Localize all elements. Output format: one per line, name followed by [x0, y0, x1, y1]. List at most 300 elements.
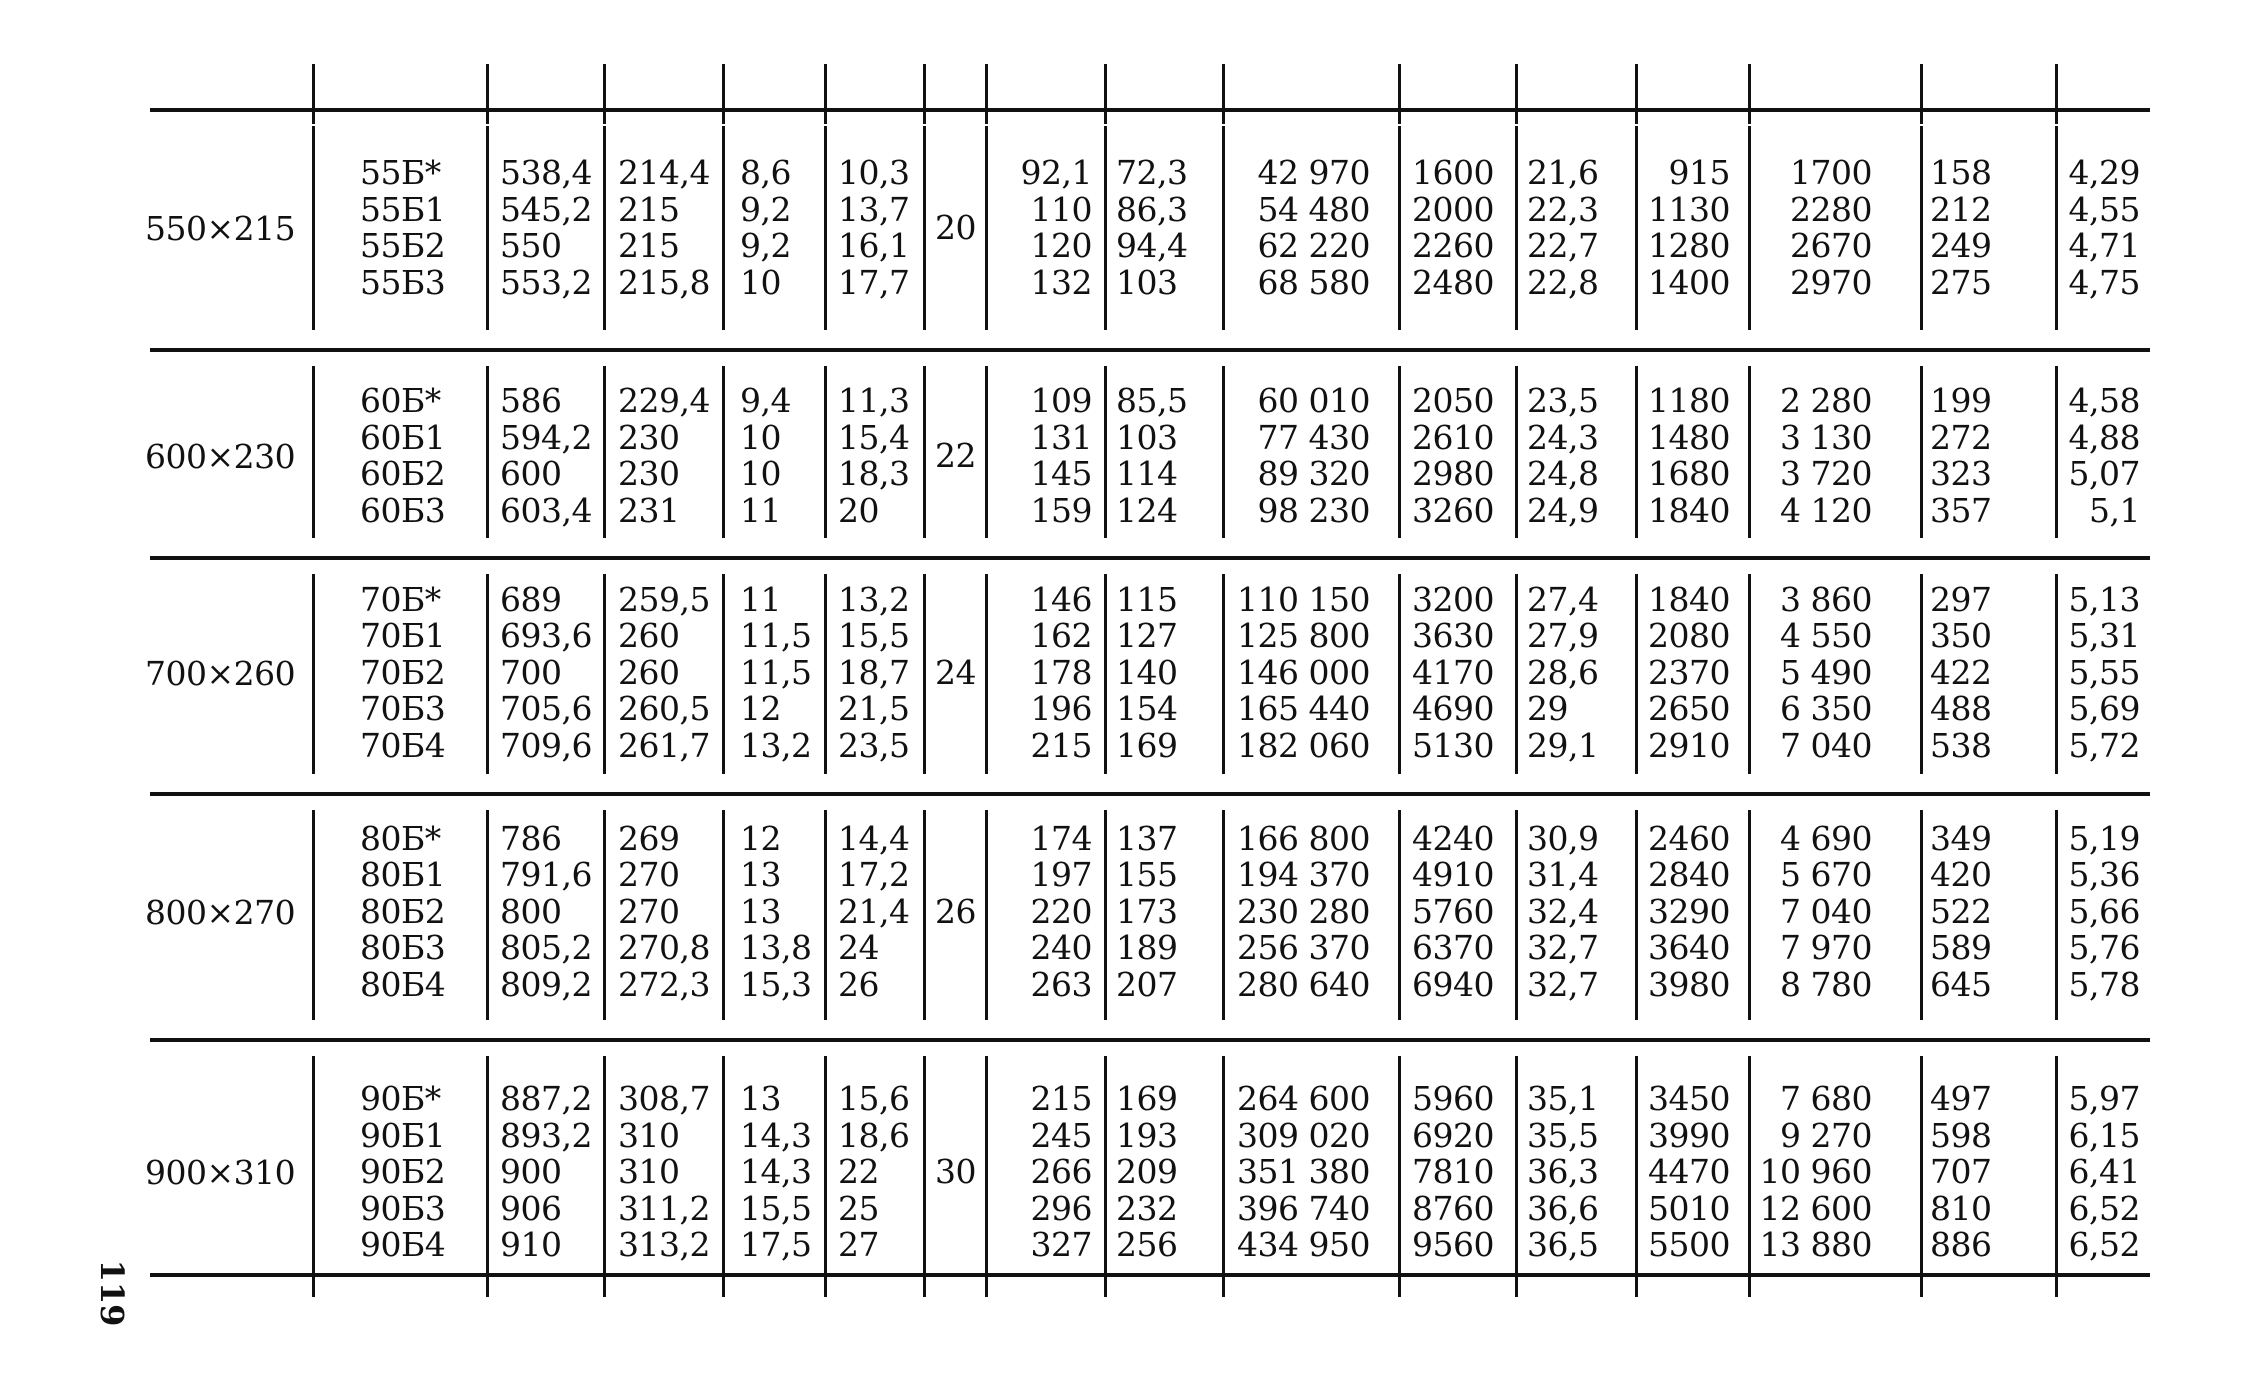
- cell-value: 55Б1: [360, 189, 446, 229]
- cell-value: 13,2: [838, 579, 910, 619]
- column-rule: [722, 366, 725, 538]
- cell-value: 30: [935, 1152, 976, 1192]
- cell-value: 2 280: [1780, 381, 1872, 420]
- header-column-tick: [603, 64, 606, 124]
- page-number: 119: [93, 1259, 131, 1327]
- cell-wy: [1930, 574, 1990, 772]
- cell-value: 137: [1116, 818, 1178, 858]
- header-column-tick: [1920, 64, 1923, 124]
- cell-area: [996, 810, 1092, 1014]
- cell-value: 20: [838, 490, 879, 530]
- cell-value: 132: [1030, 262, 1092, 302]
- cell-ry: [2060, 366, 2140, 546]
- cell-value: 22: [935, 435, 976, 475]
- cell-wy: [1930, 1056, 1990, 1289]
- cell-value: 54 480: [1257, 189, 1370, 229]
- table-rule: [150, 108, 2150, 112]
- cell-value: 98 230: [1257, 490, 1370, 530]
- cell-value: 886: [1930, 1225, 1992, 1265]
- column-rule: [1104, 126, 1107, 330]
- cell-value: 13: [740, 855, 781, 895]
- column-rule: [824, 810, 827, 1020]
- cell-value: 231: [618, 490, 680, 530]
- cell-r: [928, 1056, 983, 1289]
- cell-value: 21,5: [838, 689, 910, 729]
- cell-value: 488: [1930, 689, 1992, 729]
- cell-value: 5130: [1412, 725, 1494, 765]
- cell-value: 709,6: [500, 725, 592, 765]
- cell-value: 3980: [1648, 964, 1730, 1004]
- cell-value: 240: [1030, 928, 1092, 968]
- cell-value: 146: [1030, 579, 1092, 619]
- cell-value: 910: [500, 1225, 562, 1265]
- cell-value: 7 680: [1780, 1079, 1872, 1119]
- cell-value: 603,4: [500, 490, 592, 530]
- cell-value: 5,36: [2068, 855, 2140, 895]
- cell-ry: [2060, 574, 2140, 772]
- cell-value: 115: [1116, 579, 1178, 619]
- cell-value: 27: [838, 1225, 879, 1265]
- cell-value: 2000: [1412, 189, 1494, 229]
- column-rule: [985, 1056, 988, 1297]
- cell-value: 261,7: [618, 725, 710, 765]
- column-rule: [985, 366, 988, 538]
- cell-value: 215: [1030, 1079, 1092, 1119]
- cell-value: 70Б4: [360, 725, 446, 765]
- cell-h: [500, 126, 600, 330]
- cell-value: 7 040: [1780, 891, 1872, 931]
- cell-value: 24: [935, 652, 976, 692]
- cell-value: 887,2: [500, 1079, 592, 1119]
- cell-value: 275: [1930, 262, 1992, 302]
- cell-value: 422: [1930, 652, 1992, 692]
- cell-value: 35,5: [1527, 1115, 1599, 1155]
- size-label: 550×215: [145, 208, 296, 248]
- column-rule: [486, 574, 489, 774]
- cell-sx: [1645, 574, 1730, 772]
- cell-value: 62 220: [1257, 226, 1370, 265]
- cell-value: 14,3: [740, 1152, 812, 1192]
- column-rule: [923, 366, 926, 538]
- cell-value: 3640: [1648, 928, 1730, 968]
- cell-value: 80Б1: [360, 855, 446, 895]
- header-column-tick: [2055, 64, 2058, 124]
- column-rule: [1635, 1056, 1638, 1297]
- column-rule: [1222, 126, 1225, 330]
- cell-value: 13: [740, 1079, 781, 1119]
- cell-b: [618, 1056, 720, 1289]
- column-rule: [1920, 366, 1923, 538]
- cell-value: 207: [1116, 964, 1178, 1004]
- column-rule: [486, 366, 489, 538]
- cell-value: 29,1: [1527, 725, 1599, 765]
- cell-value: 5760: [1412, 891, 1494, 931]
- cell-value: 396 740: [1237, 1188, 1370, 1228]
- cell-value: 154: [1116, 689, 1178, 729]
- cell-value: 915: [1668, 153, 1730, 192]
- cell-value: 5,55: [2068, 652, 2140, 692]
- cell-value: 25: [838, 1188, 879, 1228]
- cell-mass: [1116, 1056, 1208, 1289]
- cell-rx: [1527, 366, 1612, 546]
- cell-value: 3 130: [1780, 417, 1872, 457]
- cell-ry: [2060, 1056, 2140, 1289]
- cell-value: 260: [618, 616, 680, 656]
- cell-value: 264 600: [1237, 1079, 1370, 1119]
- cell-value: 11: [740, 579, 781, 619]
- column-rule: [824, 1056, 827, 1297]
- cell-value: 598: [1930, 1115, 1992, 1155]
- cell-value: 4 120: [1780, 490, 1872, 530]
- cell-value: 94,4: [1116, 226, 1188, 265]
- cell-value: 212: [1930, 189, 1992, 229]
- cell-value: 6,15: [2068, 1115, 2140, 1155]
- cell-value: 4170: [1412, 652, 1494, 692]
- cell-value: 245: [1030, 1115, 1092, 1155]
- column-rule: [486, 810, 489, 1020]
- cell-value: 215: [1030, 725, 1092, 765]
- cell-value: 350: [1930, 616, 1992, 656]
- cell-rx: [1527, 126, 1612, 330]
- column-rule: [1515, 574, 1518, 774]
- cell-value: 256: [1116, 1225, 1178, 1265]
- cell-t: [838, 574, 920, 772]
- table-rule: [150, 1038, 2150, 1042]
- column-rule: [2055, 366, 2058, 538]
- cell-value: 5,1: [2089, 490, 2140, 530]
- column-rule: [824, 574, 827, 774]
- cell-value: 72,3: [1116, 153, 1188, 192]
- cell-value: 4,29: [2068, 153, 2140, 192]
- cell-value: 80Б3: [360, 928, 446, 968]
- cell-value: 173: [1116, 891, 1178, 931]
- cell-mass: [1116, 126, 1208, 330]
- column-rule: [312, 574, 315, 774]
- column-rule: [1104, 366, 1107, 538]
- size-label: 700×260: [145, 653, 296, 693]
- column-rule: [985, 126, 988, 330]
- cell-value: 229,4: [618, 381, 710, 420]
- cell-value: 2460: [1648, 818, 1730, 858]
- cell-designations: [360, 574, 470, 772]
- cell-value: 7 040: [1780, 725, 1872, 765]
- header-column-tick: [722, 64, 725, 124]
- column-rule: [722, 574, 725, 774]
- cell-value: 11: [740, 490, 781, 530]
- cell-value: 27,4: [1527, 579, 1599, 619]
- cell-value: 70Б1: [360, 616, 446, 656]
- cell-b: [618, 126, 720, 330]
- cell-value: 705,6: [500, 689, 592, 729]
- cell-value: 2910: [1648, 725, 1730, 765]
- cell-ix: [1230, 810, 1370, 1014]
- cell-value: 31,4: [1527, 855, 1599, 895]
- cell-value: 209: [1116, 1152, 1178, 1192]
- cell-value: 14,4: [838, 818, 910, 858]
- cell-designations: [360, 810, 470, 1014]
- column-rule: [1920, 574, 1923, 774]
- cell-value: 259,5: [618, 579, 710, 619]
- cell-value: 13: [740, 891, 781, 931]
- cell-value: 197: [1030, 855, 1092, 895]
- column-rule: [824, 126, 827, 330]
- cell-iy: [1760, 126, 1872, 330]
- cell-value: 55Б3: [360, 262, 446, 302]
- column-rule: [1748, 810, 1751, 1020]
- cell-value: 810: [1930, 1188, 1992, 1228]
- cell-value: 645: [1930, 964, 1992, 1004]
- cell-value: 9560: [1412, 1225, 1494, 1265]
- cell-value: 22: [838, 1152, 879, 1192]
- cell-value: 20: [935, 207, 976, 247]
- cell-value: 30,9: [1527, 818, 1599, 858]
- cell-value: 323: [1930, 454, 1992, 493]
- cell-value: 60Б2: [360, 454, 446, 493]
- cell-value: 538: [1930, 725, 1992, 765]
- cell-value: 4,75: [2068, 262, 2140, 302]
- cell-value: 7 970: [1780, 928, 1872, 968]
- cell-value: 313,2: [618, 1225, 710, 1265]
- cell-value: 21,6: [1527, 153, 1599, 192]
- cell-value: 14,3: [740, 1115, 812, 1155]
- column-rule: [722, 1056, 725, 1297]
- cell-value: 155: [1116, 855, 1178, 895]
- cell-value: 109: [1030, 381, 1092, 420]
- header-column-tick: [1104, 64, 1107, 124]
- header-column-tick: [1398, 64, 1401, 124]
- cell-value: 4910: [1412, 855, 1494, 895]
- cell-value: 21,4: [838, 891, 910, 931]
- cell-value: 196: [1030, 689, 1092, 729]
- cell-value: 263: [1030, 964, 1092, 1004]
- cell-value: 4,71: [2068, 226, 2140, 265]
- cell-value: 1400: [1648, 262, 1730, 302]
- cell-t: [838, 126, 920, 330]
- cell-value: 60Б3: [360, 490, 446, 530]
- column-rule: [1398, 126, 1401, 330]
- cell-s: [740, 810, 820, 1014]
- cell-value: 4 550: [1780, 616, 1872, 656]
- cell-h: [500, 1056, 600, 1289]
- cell-value: 22,8: [1527, 262, 1599, 302]
- cell-value: 165 440: [1237, 689, 1370, 729]
- cell-value: 110 150: [1237, 579, 1370, 619]
- header-column-tick: [312, 64, 315, 124]
- cell-value: 553,2: [500, 262, 592, 302]
- cell-value: 13,8: [740, 928, 812, 968]
- cell-value: 55Б*: [360, 153, 441, 192]
- column-rule: [1398, 810, 1401, 1020]
- cell-value: 215: [618, 189, 680, 229]
- cell-value: 420: [1930, 855, 1992, 895]
- cell-value: 600: [500, 454, 562, 493]
- cell-h: [500, 574, 600, 772]
- cell-iy: [1760, 366, 1872, 546]
- cell-value: 90Б4: [360, 1225, 446, 1265]
- cell-value: 4240: [1412, 818, 1494, 858]
- cell-value: 15,5: [838, 616, 910, 656]
- cell-value: 351 380: [1237, 1152, 1370, 1192]
- cell-value: 22,3: [1527, 189, 1599, 229]
- cell-ix: [1230, 1056, 1370, 1289]
- cell-value: 357: [1930, 490, 1992, 530]
- column-rule: [603, 126, 606, 330]
- cell-value: 700: [500, 652, 562, 692]
- cell-value: 2610: [1412, 417, 1494, 457]
- cell-wx: [1412, 574, 1500, 772]
- cell-sx: [1645, 810, 1730, 1014]
- cell-value: 707: [1930, 1152, 1992, 1192]
- cell-value: 2480: [1412, 262, 1494, 302]
- cell-value: 586: [500, 381, 562, 420]
- cell-value: 70Б2: [360, 652, 446, 692]
- cell-value: 103: [1116, 417, 1178, 457]
- cell-ix: [1230, 126, 1370, 330]
- cell-value: 15,3: [740, 964, 812, 1004]
- cell-value: 60Б*: [360, 381, 441, 420]
- cell-value: 270: [618, 891, 680, 931]
- cell-t: [838, 1056, 920, 1289]
- cell-value: 215,8: [618, 262, 710, 302]
- cell-value: 18,7: [838, 652, 910, 692]
- cell-designations: [360, 1056, 470, 1289]
- cell-t: [838, 366, 920, 546]
- cell-value: 125 800: [1237, 616, 1370, 656]
- cell-value: 1680: [1648, 454, 1730, 493]
- cell-wx: [1412, 810, 1500, 1014]
- cell-value: 24,9: [1527, 490, 1599, 530]
- cell-value: 36,5: [1527, 1225, 1599, 1265]
- cell-value: 12: [740, 818, 781, 858]
- cell-value: 5,19: [2068, 818, 2140, 858]
- cell-value: 1700: [1790, 153, 1872, 192]
- cell-value: 8760: [1412, 1188, 1494, 1228]
- cell-value: 80Б*: [360, 818, 441, 858]
- cell-value: 12: [740, 689, 781, 729]
- column-rule: [722, 126, 725, 330]
- cell-value: 9 270: [1780, 1115, 1872, 1155]
- cell-value: 3630: [1412, 616, 1494, 656]
- cell-value: 110: [1030, 189, 1092, 229]
- cell-value: 90Б1: [360, 1115, 446, 1155]
- cell-value: 5,07: [2068, 454, 2140, 493]
- column-rule: [312, 1056, 315, 1297]
- cell-value: 3 720: [1780, 454, 1872, 493]
- column-rule: [312, 810, 315, 1020]
- column-rule: [312, 126, 315, 330]
- cell-value: 158: [1930, 153, 1992, 192]
- cell-value: 538,4: [500, 153, 592, 192]
- cell-value: 270,8: [618, 928, 710, 968]
- cell-ix: [1230, 574, 1370, 772]
- column-rule: [923, 1056, 926, 1297]
- cell-value: 86,3: [1116, 189, 1188, 229]
- cell-value: 29: [1527, 689, 1568, 729]
- cell-value: 230: [618, 454, 680, 493]
- cell-value: 90Б2: [360, 1152, 446, 1192]
- cell-value: 174: [1030, 818, 1092, 858]
- cell-ry: [2060, 810, 2140, 1014]
- column-rule: [2055, 126, 2058, 330]
- cell-value: 5,69: [2068, 689, 2140, 729]
- cell-value: 2650: [1648, 689, 1730, 729]
- cell-value: 10: [740, 454, 781, 493]
- header-column-tick: [1222, 64, 1225, 124]
- header-column-tick: [985, 64, 988, 124]
- cell-value: 2670: [1790, 226, 1872, 265]
- cell-value: 194 370: [1237, 855, 1370, 895]
- cell-rx: [1527, 810, 1612, 1014]
- column-rule: [1104, 810, 1107, 1020]
- cell-wy: [1930, 366, 1990, 546]
- cell-sx: [1645, 1056, 1730, 1289]
- cell-value: 26: [935, 891, 976, 931]
- cell-value: 900: [500, 1152, 562, 1192]
- cell-value: 5010: [1648, 1188, 1730, 1228]
- cell-s: [740, 366, 820, 546]
- cell-value: 60Б1: [360, 417, 446, 457]
- cell-iy: [1760, 1056, 1872, 1289]
- cell-value: 4690: [1412, 689, 1494, 729]
- size-label: 900×310: [145, 1153, 296, 1192]
- cell-value: 809,2: [500, 964, 592, 1004]
- cell-value: 90Б*: [360, 1079, 441, 1119]
- column-rule: [1222, 574, 1225, 774]
- cell-value: 103: [1116, 262, 1178, 302]
- cell-value: 1280: [1648, 226, 1730, 265]
- header-column-tick: [486, 64, 489, 124]
- cell-value: 4,58: [2068, 381, 2140, 420]
- cell-value: 35,1: [1527, 1079, 1599, 1119]
- cell-value: 8,6: [740, 153, 791, 192]
- cell-value: 310: [618, 1115, 680, 1155]
- column-rule: [1920, 1056, 1923, 1297]
- cell-value: 5,31: [2068, 616, 2140, 656]
- cell-value: 4,55: [2068, 189, 2140, 229]
- cell-value: 32,4: [1527, 891, 1599, 931]
- cell-value: 32,7: [1527, 928, 1599, 968]
- cell-value: 36,3: [1527, 1152, 1599, 1192]
- cell-value: 6370: [1412, 928, 1494, 968]
- column-rule: [923, 574, 926, 774]
- cell-t: [838, 810, 920, 1014]
- cell-value: 23,5: [838, 725, 910, 765]
- cell-value: 9,4: [740, 381, 791, 420]
- cell-s: [740, 574, 820, 772]
- header-column-tick: [1515, 64, 1518, 124]
- cell-value: 70Б3: [360, 689, 446, 729]
- cell-value: 5500: [1648, 1225, 1730, 1265]
- cell-value: 26: [838, 964, 879, 1004]
- cell-r: [928, 366, 983, 546]
- cell-value: 522: [1930, 891, 1992, 931]
- cell-value: 11,3: [838, 381, 910, 420]
- cell-value: 17,2: [838, 855, 910, 895]
- cell-value: 5,76: [2068, 928, 2140, 968]
- cell-r: [928, 574, 983, 772]
- cell-value: 146 000: [1237, 652, 1370, 692]
- cell-value: 89 320: [1257, 454, 1370, 493]
- cell-value: 594,2: [500, 417, 592, 457]
- cell-value: 349: [1930, 818, 1992, 858]
- cell-value: 16,1: [838, 226, 910, 265]
- cell-wy: [1930, 126, 1990, 330]
- cell-value: 215: [618, 226, 680, 265]
- column-rule: [2055, 1056, 2058, 1297]
- cell-value: 1600: [1412, 153, 1494, 192]
- cell-sx: [1645, 126, 1730, 330]
- cell-value: 497: [1930, 1079, 1992, 1119]
